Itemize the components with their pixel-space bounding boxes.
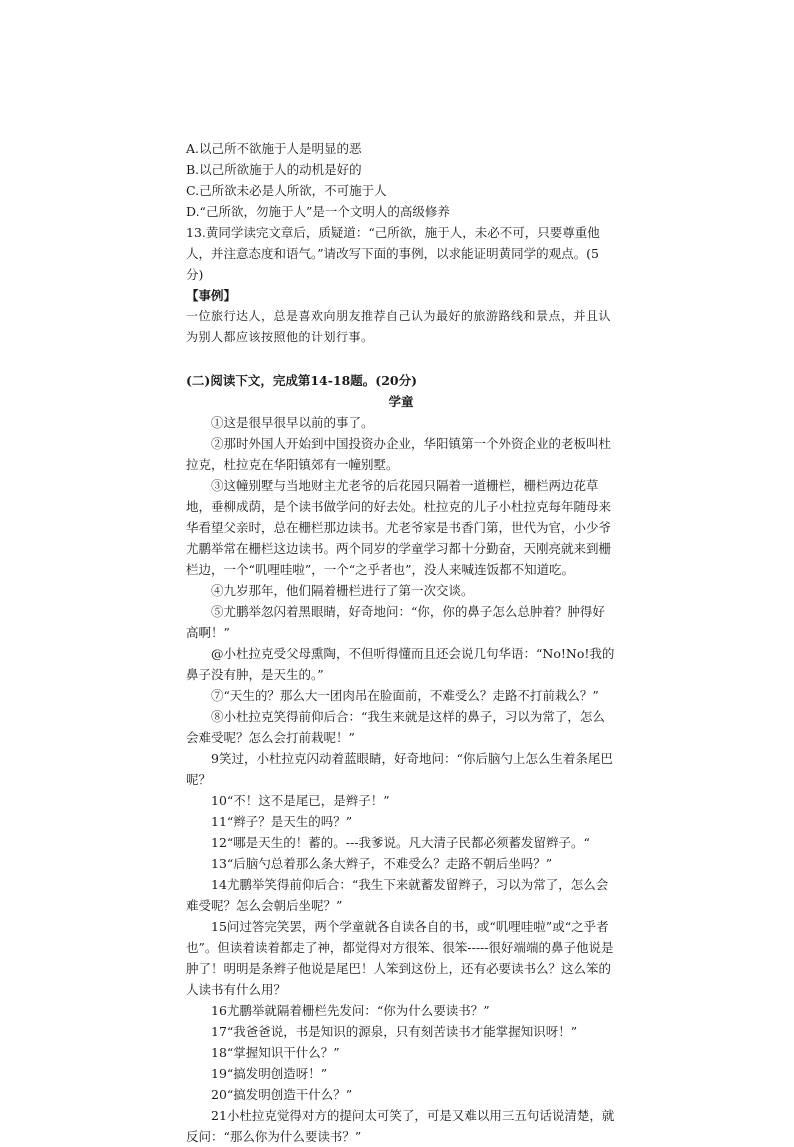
example-text: 一位旅行达人，总是喜欢向朋友推荐自己认为最好的旅游路线和景点，并且认为别人都应该按照他的计划行事。 — [186, 309, 612, 344]
story-paragraph: 11“辫子？是天生的吗？” — [211, 814, 353, 829]
story-paragraph: 20“搞发明创造干什么？” — [211, 1087, 353, 1102]
story-paragraph: 15问过答完笑罢，两个学童就各自读各自的书，或“叽哩哇啦”或“之乎者也”。但读着读着都走了神，都觉得对方很笨、很笨-----很好端端的鼻子他说是肿了！明明是条辫子他说是尾巴！人笨到这份上，还有必要读书么？这么笨的人读书有什么用？ — [186, 919, 614, 997]
story-paragraph: ①这是很早很早以前的事了。 — [211, 415, 374, 430]
story-paragraph: 21小杜拉克觉得对方的提问太可笑了，可是又难以用三五句话说清楚，就反问：“那么你为什么要读书？” — [186, 1108, 615, 1144]
story-paragraph: 10“不！这不是尾已，是辫子！” — [211, 793, 390, 808]
story-title: 学童 — [388, 394, 414, 409]
story-paragraph: ③这幢别墅与当地财主尤老爷的后花园只隔着一道栅栏，栅栏两边花草地，垂柳成荫，是个读书做学问的好去处。杜拉克的儿子小杜拉克每年随母来华看望父亲时，总在栅栏那边读书。尤老爷家是书香门第，世代为官，小少爷尤鹏举常在栅栏这边读书。两个同岁的学童学习都十分勤奋，天刚亮就来到栅栏边，一个“叽哩哇啦”，一个“之乎者也”，没人来喊连饭都不知道吃。 — [186, 478, 612, 577]
story-paragraph: 16尤鹏举就隔着栅栏先发问：“你为什么要读书？” — [211, 1003, 490, 1018]
document-content — [186, 138, 616, 1147]
option-c: C.己所欲未必是人所欲，不可施于人 — [186, 183, 387, 198]
story-paragraph: 18“掌握知识干什么？” — [211, 1045, 340, 1060]
story-paragraph: ⑧小杜拉克笑得前仰后合：“我生来就是这样的鼻子，习以为常了，怎么会难受呢？怎么会打前栽呢！” — [186, 709, 605, 745]
story-paragraph: ⑤尤鹏举忽闪着黑眼睛，好奇地问：“你，你的鼻子怎么总肿着？肿得好高啊！” — [186, 604, 605, 640]
story-paragraph: @小杜拉克受父母熏陶，不但听得懂而且还会说几句华语：“No!No!我的鼻子没有肿，是天生的。” — [186, 646, 615, 682]
option-a: A.以己所不欲施于人是明显的恶 — [186, 141, 362, 156]
story-paragraph: 9笑过，小杜拉克闪动着蓝眼睛，好奇地问：“你后脑勺上怎么生着条尾巴呢？ — [186, 751, 613, 787]
story-paragraph: ②那时外国人开始到中国投资办企业，华阳镇第一个外资企业的老板叫杜拉克，杜拉克在华阳镇郊有一幢别墅。 — [186, 436, 612, 472]
option-b: B.以己所欲施于人的动机是好的 — [186, 162, 362, 177]
story-paragraph: 14尤鹏举笑得前仰后合：“我生下来就蓄发留辫子，习以为常了，怎么会难受呢？怎么会朝后坐呢？” — [186, 877, 609, 913]
question-13: 13.黄同学读完文章后，质疑道：“己所欲，施于人，未必不可，只要尊重他人，并注意态度和语气。”请改写下面的事例，以求能证明黄同学的观点。(5分) — [186, 225, 600, 282]
story-body — [186, 412, 616, 1147]
story-paragraph: ④九岁那年，他们隔着栅栏进行了第一次交谈。 — [211, 583, 474, 598]
story-paragraph: ⑦“天生的？那么大一团肉吊在脸面前，不难受么？走路不打前栽么？” — [211, 688, 599, 703]
section-heading: (二)阅读下文，完成第14-18题。(20分) — [186, 373, 418, 388]
option-d: D.“己所欲，勿施于人”是一个文明人的高级修养 — [186, 204, 450, 219]
example-label: 【事例】 — [186, 288, 237, 303]
story-paragraph: 19“搞发明创造呀！” — [211, 1066, 328, 1081]
story-paragraph: 17“我爸爸说，书是知识的源泉，只有刻苦读书才能掌握知识呀！” — [211, 1024, 578, 1039]
story-paragraph: 12“哪是天生的！蓄的。---我爹说。凡大清子民都必须蓄发留辫子。“ — [211, 835, 590, 850]
story-paragraph: 13“后脑勺总着那么条大辫子，不难受么？走路不朝后坐吗？” — [211, 856, 553, 871]
